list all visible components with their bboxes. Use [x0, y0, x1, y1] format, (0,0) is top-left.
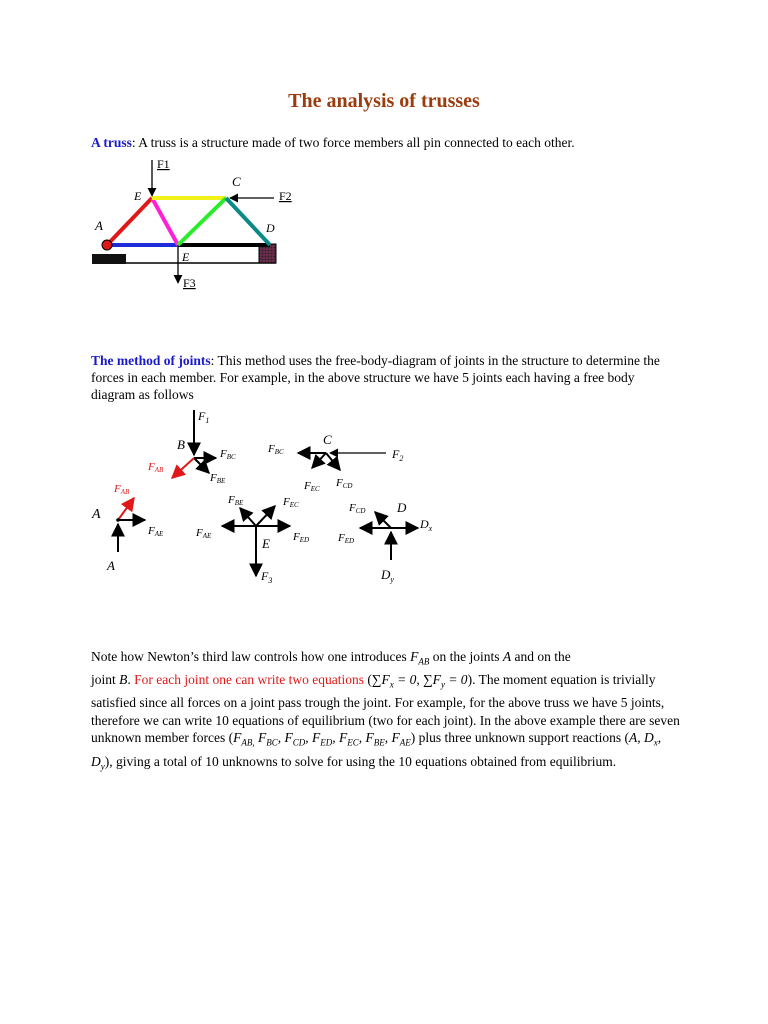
fbd-a-joint — [116, 518, 120, 522]
fbd-label-fab-red2: FAB — [114, 483, 130, 496]
fbd-label-c: C — [323, 432, 332, 447]
page-title: The analysis of trusses — [288, 90, 480, 112]
fbd-label-a-bottom: A — [107, 558, 115, 573]
fbd-label-b: B — [177, 437, 185, 452]
label-node-b: E — [134, 189, 142, 203]
fbd-label-fcd2: FCD — [349, 502, 366, 515]
fbd-label-f1: $F_1$ — [198, 409, 210, 425]
method-term: The method of joints — [91, 353, 211, 368]
method-text: : This method uses the free-body-diagram of joints in the structure to determine the forces in each member. For example, in the above structure we have 5 joints each having a free body diagram as follows — [91, 353, 660, 402]
fbd-a-fab-arrow — [118, 498, 134, 520]
fbd-c-fec-arrow — [312, 453, 326, 468]
member-be — [152, 198, 178, 245]
note-red-text: For each joint one can write two equations — [134, 672, 364, 688]
member-ae — [107, 198, 152, 245]
note-text-5: . — [127, 672, 135, 688]
fbd-b-fbe-arrow — [194, 458, 209, 473]
fbd-c-fcd-arrow — [326, 453, 340, 470]
member-ec — [178, 198, 226, 245]
note-text-2: on the joints — [429, 649, 503, 664]
fbd-label-dy: $D_y$ — [381, 567, 394, 584]
note-eq-open: ( — [363, 672, 372, 688]
fbd-e-fbe-arrow — [240, 508, 256, 526]
note-text-3: and on the — [511, 649, 571, 664]
fbd-label-f2: $F_2$ — [392, 447, 404, 463]
fbd-label-a: A — [92, 507, 101, 522]
note-fab: $F_{AB}$ — [410, 649, 430, 667]
label-f1: F1 — [157, 157, 170, 171]
note-eq-close: ) — [467, 672, 473, 688]
note-joint-a: A — [502, 649, 512, 664]
label-node-c: C — [232, 174, 241, 189]
note-reactions: A, $D_x$, $D_y$ — [91, 730, 662, 772]
note-joint-b: B — [119, 672, 128, 688]
note-text-1: Note how Newton’s third law controls how one introduces — [91, 649, 411, 664]
note-equation: $\sum F_x = 0$, $\sum F_y = 0$ — [371, 672, 468, 690]
intro-term: A truss — [91, 135, 132, 150]
label-node-a: A — [95, 218, 103, 233]
fbd-b-fab-arrow — [172, 458, 194, 478]
intro-text: : A truss is a structure made of two force members all pin connected to each other. — [131, 135, 575, 150]
fbd-label-fae: FAE — [148, 525, 164, 538]
fbd-d-fcd-arrow — [375, 512, 391, 528]
fbd-label-d: D — [397, 500, 407, 515]
support-a — [92, 254, 126, 264]
fbd-label-fec2: FEC — [283, 496, 299, 509]
fbd-label-fed2: FED — [338, 532, 355, 545]
note-text-7: ) plus three unknown support reactions ( — [410, 730, 629, 746]
label-f2: F2 — [279, 189, 292, 203]
fbd-label-fbc: FBC — [220, 448, 236, 461]
note-text-8: ), giving a total of 10 unknowns to solve for using the 10 equations obtained from equilibrium. — [104, 753, 617, 769]
fbd-label-fbc2: FBC — [268, 443, 284, 456]
method-paragraph — [91, 352, 681, 403]
fbd-label-f3: $F_3$ — [261, 569, 273, 585]
note-forces: $F_{AB,}$ $F_{BC}$, $F_{CD}$, $F_{ED}$, $F_{EC}$, $F_{BE}$, $F_{AE}$ — [233, 730, 411, 749]
fbd-label-fec: FEC — [304, 480, 320, 493]
fbd-label-dx: $D_x$ — [420, 517, 433, 533]
fbd-e-fec-arrow — [256, 506, 275, 526]
fbd-label-fab-red: FAB — [148, 461, 164, 474]
note-text-6: . The moment equation is trivially satisfied since all forces on a joint pass trough the joint. For example, for the above truss we have 5 joints, therefore we can write 10 equations of equilibrium (two for each joint). In the above example there are seven unknown member forces ( — [91, 672, 680, 746]
fbd-label-fbe: FBE — [210, 472, 226, 485]
label-f3: F3 — [183, 276, 196, 290]
fbd-label-fae2: FAE — [196, 527, 212, 540]
note-paragraph — [91, 648, 681, 776]
fbd-label-e: E — [262, 536, 270, 551]
pin-a — [102, 240, 112, 250]
note-text-4: joint — [91, 672, 120, 688]
fbd-label-fbe2: FBE — [228, 494, 244, 507]
fbd-label-fcd: FCD — [336, 477, 353, 490]
label-node-d: D — [266, 221, 275, 235]
member-cd — [226, 198, 270, 245]
fbd-label-fed: FED — [293, 531, 310, 544]
label-node-e: E — [182, 250, 190, 264]
